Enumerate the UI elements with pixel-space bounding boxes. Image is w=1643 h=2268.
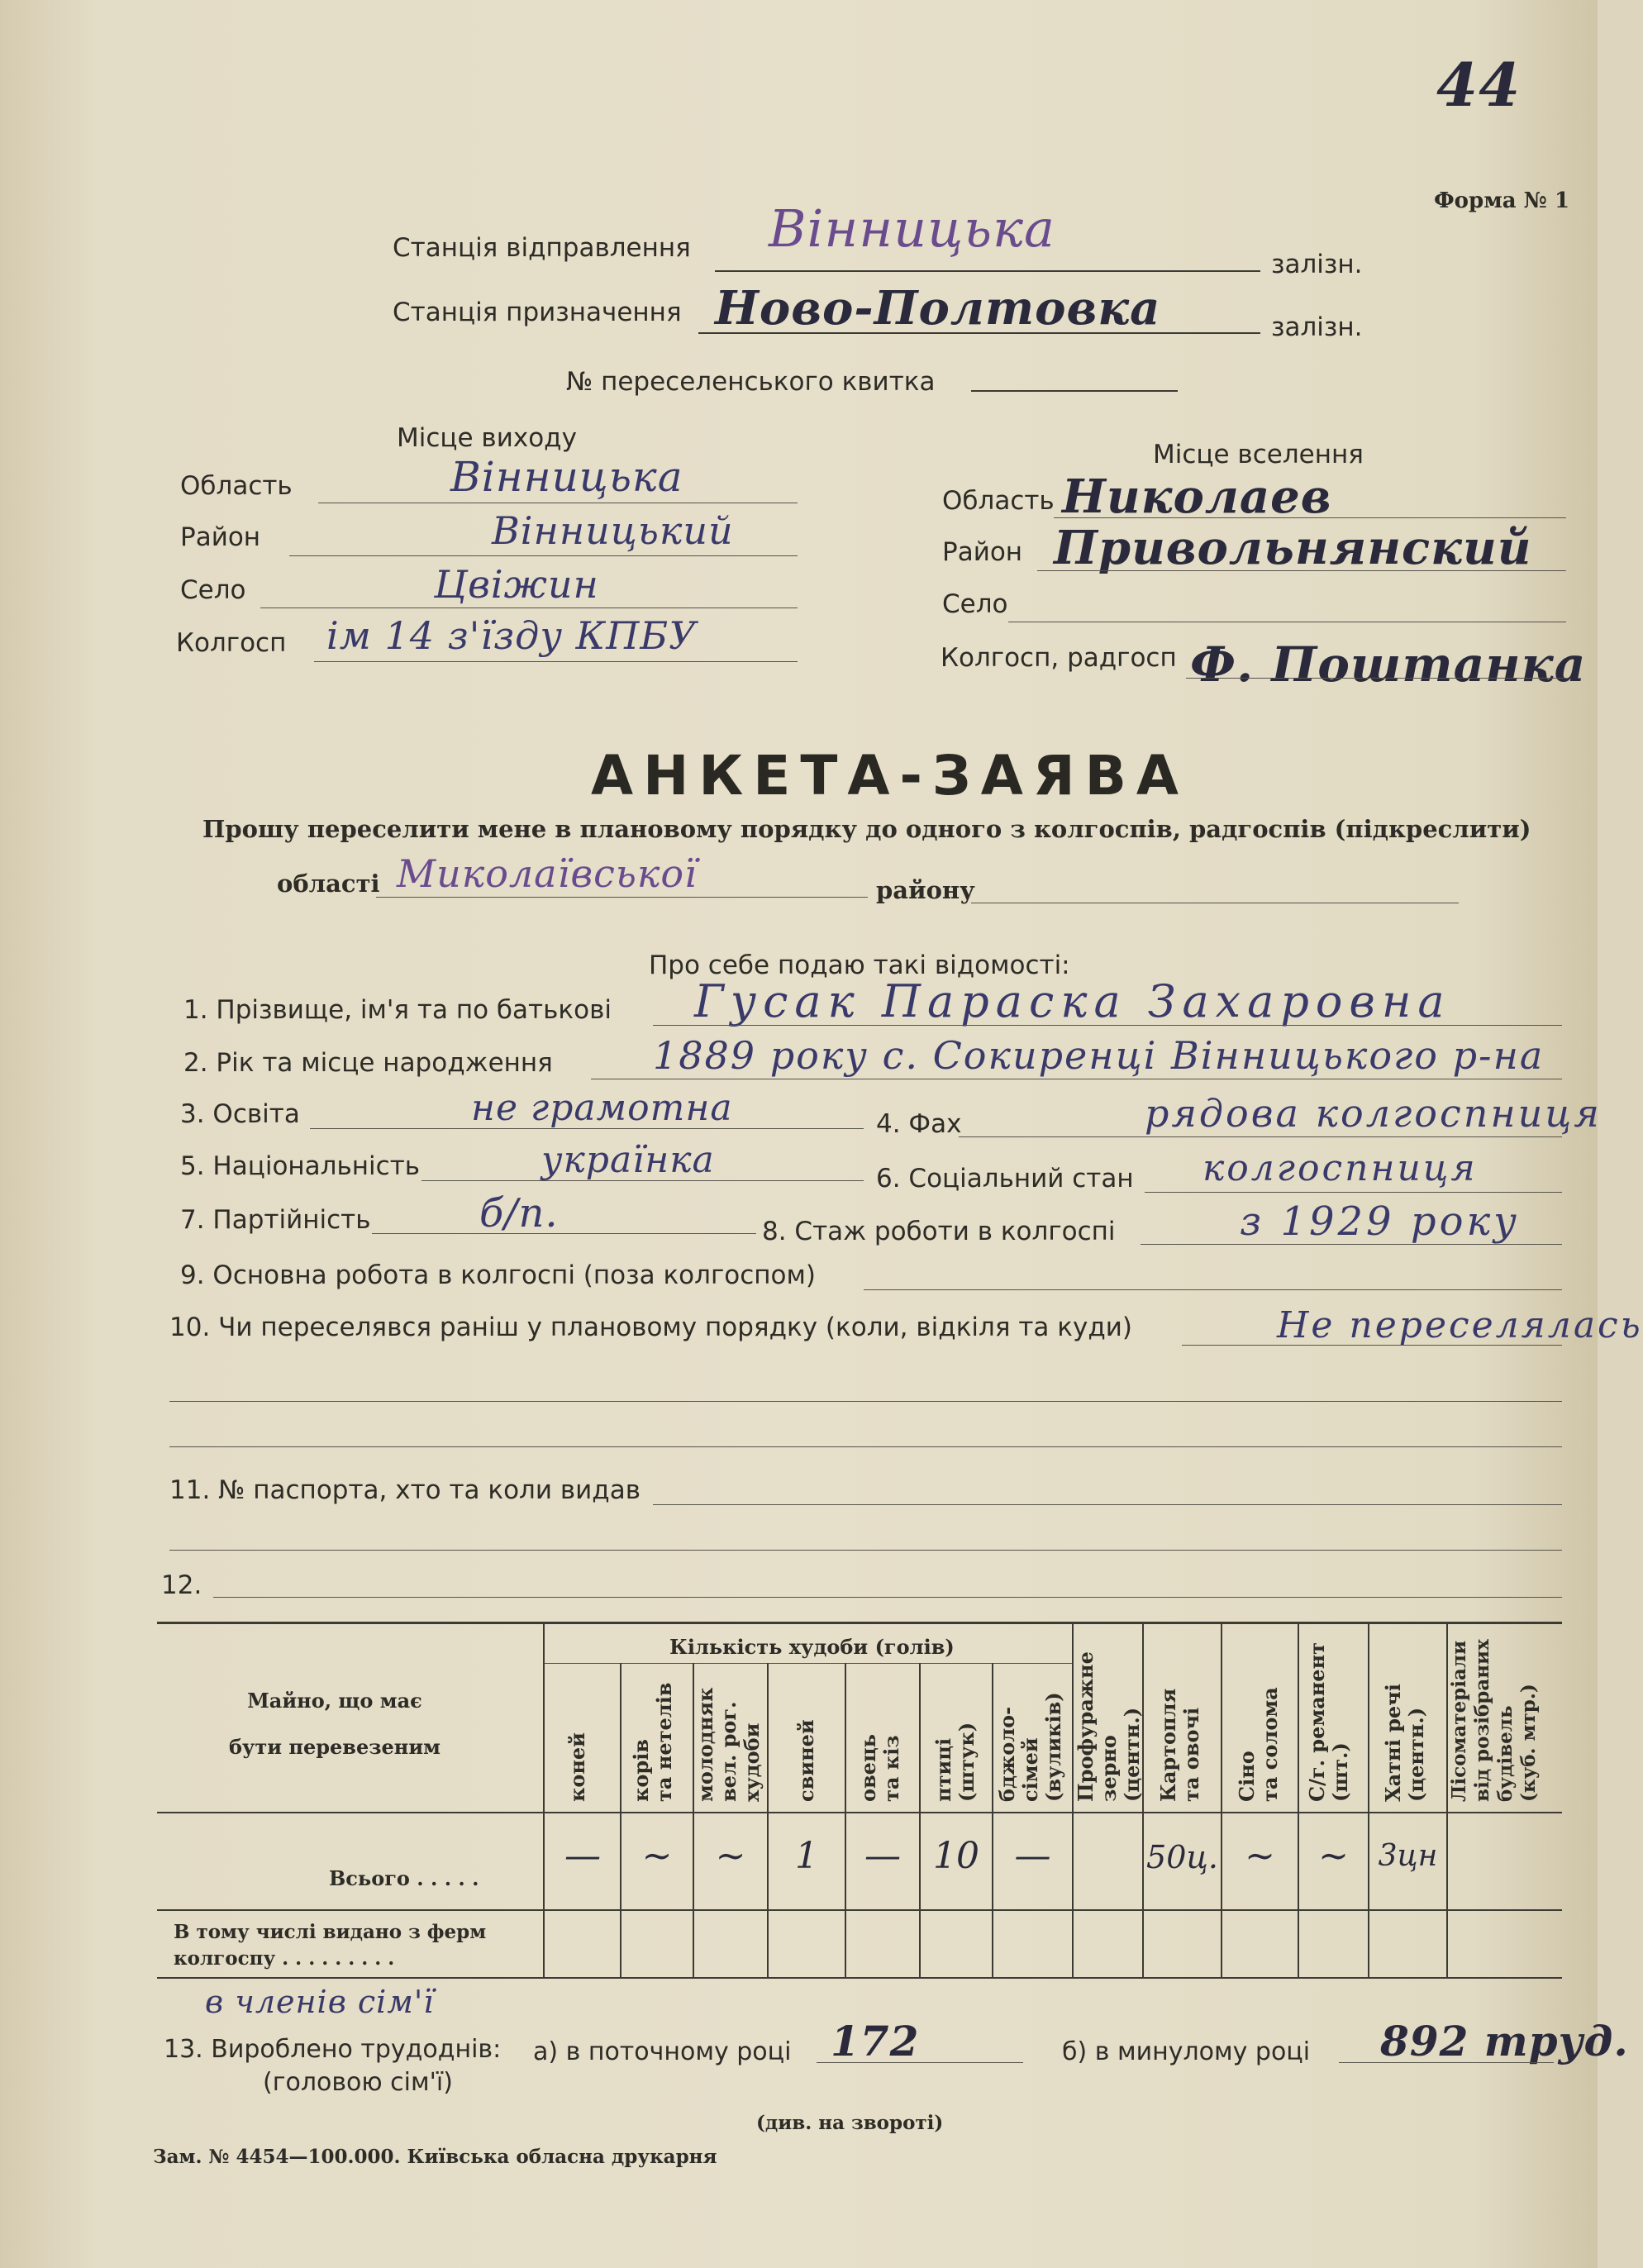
request-oblast-value: Миколаївської — [397, 851, 698, 896]
col-header-6: бджоло- сімей (вуликів) — [995, 1692, 1065, 1802]
table-header-bottom — [157, 1812, 1562, 1813]
table-row-header: Майно, що має бути перевезеним — [228, 1689, 441, 1759]
origin-raion-label: Район — [180, 522, 261, 552]
field-7-value: б/п. — [479, 1190, 559, 1236]
field-1-line — [653, 1025, 1562, 1026]
form-title: АНКЕТА-ЗАЯВА — [591, 744, 1189, 808]
col-header-2: молодняк вел. рог. худоби — [693, 1687, 764, 1802]
total-value-4: — — [864, 1835, 901, 1877]
see-back-note: (див. на звороті) — [756, 2112, 944, 2134]
request-oblast-label: області — [277, 870, 380, 898]
col-header-12: Лісоматеріали від розібраних будівель (куб. мтр.) — [1448, 1639, 1540, 1802]
ticket-line — [971, 390, 1178, 392]
workdays-label: 13. Вироблено трудоднів: — [164, 2035, 502, 2064]
table-col-line-5 — [919, 1663, 921, 1977]
request-raion-label: району — [876, 876, 975, 904]
col-header-9: Сіно та солома — [1235, 1687, 1282, 1802]
dest-station-value: Ново-Полтовка — [715, 281, 1161, 336]
dest-oblast-value: Николаев — [1062, 469, 1332, 524]
table-col-line-6 — [992, 1663, 993, 1977]
dest-station-suffix: залізн. — [1271, 312, 1363, 342]
ticket-label: № переселенського квитка — [566, 367, 936, 397]
field-10-line-b — [169, 1401, 1562, 1402]
field-5-line — [421, 1180, 864, 1181]
request-oblast-line — [376, 897, 868, 898]
table-col-line-3 — [767, 1663, 769, 1977]
origin-selo-value: Цвіжин — [434, 562, 599, 607]
request-text: Прошу переселити мене в плановому порядку до одного з колгоспів, радгоспів (підкреслити) — [202, 815, 1531, 843]
field-6-line — [1145, 1192, 1562, 1193]
origin-heading: Місце виходу — [397, 423, 577, 453]
col-header-3: свиней — [794, 1719, 818, 1802]
dest-station-line — [698, 332, 1260, 334]
workdays-current-line — [817, 2062, 1023, 2063]
field-10-label: 10. Чи переселявся раніш у плановому порядку (коли, відкіля та куди) — [169, 1313, 1132, 1342]
origin-kolhosp-value: ім 14 з'їзду КПБУ — [326, 613, 698, 658]
field-3-label: 3. Освіта — [180, 1099, 300, 1129]
depart-station-value: Вінницька — [769, 198, 1056, 259]
field-1-value: Гусак Параска Захаровна — [694, 975, 1451, 1027]
dest-raion-value: Привольнянский — [1054, 521, 1532, 575]
field-6-label: 6. Соціальний стан — [876, 1164, 1134, 1194]
origin-kolhosp-label: Колгосп — [176, 628, 287, 658]
total-value-0: — — [564, 1835, 601, 1877]
table-col-line-0 — [543, 1622, 545, 1977]
table-top-border — [157, 1622, 1562, 1624]
table-col-line-4 — [845, 1663, 846, 1977]
col-header-10: С/г. ремaнент (шт.) — [1305, 1641, 1352, 1802]
field-7-label: 7. Партійність — [180, 1205, 371, 1235]
field-4-label: 4. Фах — [876, 1109, 962, 1139]
col-header-11: Хатні речі (центн.) — [1381, 1684, 1428, 1802]
field-11-line-b — [169, 1550, 1562, 1551]
depart-station-suffix: залізн. — [1271, 250, 1363, 279]
workdays-sub-label: (головою сім'ї) — [263, 2068, 453, 2097]
field-2-value: 1889 року с. Сокиренці Вінницького р-на — [653, 1033, 1545, 1078]
form-label: Форма № 1 — [1434, 188, 1570, 213]
field-8-line — [1141, 1244, 1562, 1245]
row-total-label: Всього . . . . . — [329, 1866, 479, 1890]
table-bottom-border — [157, 1977, 1562, 1979]
destination-heading: Місце вселення — [1153, 440, 1364, 469]
field-10-line-a — [1182, 1345, 1562, 1346]
workdays-current-value: 172 — [831, 2017, 920, 2066]
total-value-11: 3цн — [1378, 1839, 1438, 1873]
field-4-value: рядова колгоспниця — [1145, 1091, 1602, 1136]
page-number: 44 — [1436, 50, 1522, 120]
total-value-10: ~ — [1318, 1835, 1349, 1877]
col-header-4: овець та кіз — [856, 1734, 903, 1802]
field-9-label: 9. Основна робота в колгоспі (поза колгоспом) — [180, 1260, 816, 1290]
field-4-line — [959, 1136, 1562, 1137]
field-5-label: 5. Національність — [180, 1151, 421, 1181]
col-header-5: птиці (штук) — [931, 1722, 979, 1802]
total-value-8: 50ц. — [1146, 1839, 1218, 1875]
dest-raion-line — [1037, 570, 1566, 571]
field-11-line-a — [653, 1504, 1562, 1505]
field-9-line — [864, 1289, 1562, 1290]
total-value-6: — — [1014, 1835, 1051, 1877]
origin-raion-value: Вінницький — [492, 508, 734, 553]
total-value-1: ~ — [641, 1835, 673, 1877]
dest-kolhosp-value: Ф. Поштанка — [1190, 636, 1587, 693]
intro-text: Про себе подаю такі відомості: — [649, 951, 1070, 980]
printer-imprint: Зам. № 4454—100.000. Київська обласна друкарня — [153, 2146, 717, 2168]
total-value-2: ~ — [715, 1835, 746, 1877]
field-8-value: з 1929 року — [1240, 1198, 1520, 1245]
row-farm-label: В тому числі видано з ферм колгоспу . . . . . . . . . — [174, 1921, 487, 1970]
workdays-previous-line — [1339, 2062, 1554, 2063]
table-col-line-10 — [1298, 1622, 1299, 1977]
dest-selo-label: Село — [942, 589, 1008, 619]
field-12-line — [213, 1597, 1562, 1598]
field-11-label: 11. № паспорта, хто та коли видав — [169, 1475, 641, 1505]
dest-oblast-label: Область — [942, 486, 1055, 516]
workdays-previous-label: б) в минулому році — [1062, 2037, 1311, 2066]
table-col-line-1 — [620, 1663, 621, 1977]
field-3-value: не грамотна — [471, 1087, 733, 1129]
total-value-9: ~ — [1245, 1835, 1275, 1877]
dest-kolhosp-label: Колгосп, радгосп — [941, 643, 1177, 673]
depart-station-label: Станція відправлення — [393, 233, 691, 263]
total-value-3: 1 — [795, 1835, 818, 1877]
field-7-line — [372, 1233, 756, 1234]
table-col-line-9 — [1221, 1622, 1222, 1977]
field-8-label: 8. Стаж роботи в колгоспі — [762, 1217, 1116, 1246]
workdays-note: в членів сім'ї — [205, 1984, 435, 2020]
origin-oblast-value: Вінницька — [450, 453, 683, 501]
origin-raion-line — [289, 555, 798, 556]
total-value-5: 10 — [933, 1835, 979, 1877]
field-2-label: 2. Рік та місце народження — [183, 1048, 553, 1078]
col-header-0: коней — [565, 1732, 589, 1802]
col-header-7: Профуражне зерно (центн.) — [1074, 1651, 1144, 1802]
col-header-1: корів та нетелів — [629, 1682, 676, 1802]
origin-kolhosp-line — [314, 661, 798, 662]
dest-raion-label: Район — [942, 537, 1023, 567]
origin-oblast-label: Область — [180, 471, 293, 501]
field-10-line-c — [169, 1446, 1562, 1447]
field-5-value: українка — [541, 1139, 715, 1181]
table-row-divider — [157, 1909, 1562, 1911]
workdays-previous-value: 892 труд. — [1380, 2017, 1629, 2066]
field-1-label: 1. Прізвище, ім'я та по батькові — [183, 995, 612, 1025]
dest-kolhosp-line — [1186, 678, 1566, 679]
table-group-header: Кількість худоби (голів) — [669, 1635, 955, 1659]
field-6-value: колгоспниця — [1202, 1147, 1478, 1189]
field-10-value: Не переселялась — [1277, 1304, 1643, 1346]
col-header-8: Картопля та овочі — [1156, 1688, 1203, 1802]
origin-selo-label: Село — [180, 575, 246, 605]
workdays-current-label: а) в поточному році — [533, 2037, 792, 2066]
dest-station-label: Станція призначення — [393, 298, 682, 327]
dest-oblast-line — [1054, 517, 1566, 518]
depart-station-line — [715, 270, 1260, 272]
field-3-line — [310, 1128, 864, 1129]
table-col-line-11 — [1368, 1622, 1369, 1977]
field-12-label: 12. — [161, 1570, 202, 1600]
